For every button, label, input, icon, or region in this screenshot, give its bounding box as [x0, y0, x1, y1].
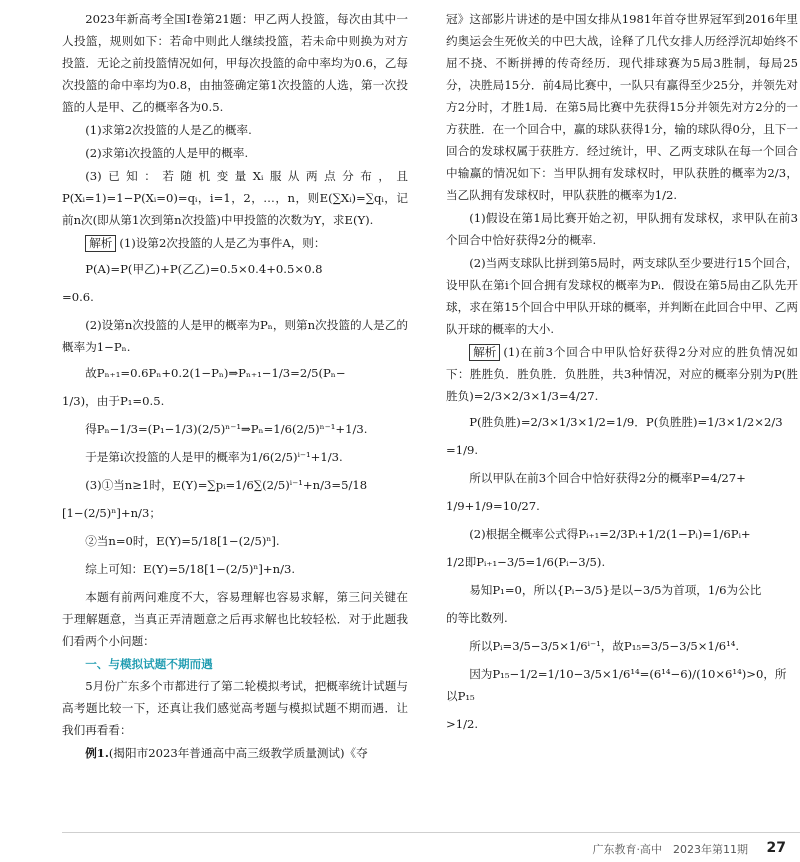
equation-line: 1/9+1/9=10/27.	[446, 499, 540, 513]
equation-line: =0.6.	[62, 290, 94, 304]
equation-line: 得Pₙ−1/3=(P₁−1/3)(2/5)ⁿ⁻¹⇒Pₙ=1/6(2/5)ⁿ⁻¹+1/3.	[85, 422, 368, 436]
paragraph: 本题有前两问难度不大，容易理解也容易求解，第三问关键在于理解题意，当真正弄清题意之后再求解也比较轻松．对于此题我们看两个小问题：	[62, 590, 408, 648]
equation-line: [1−(2/5)ⁿ]+n/3；	[62, 506, 161, 520]
equation-line: 综上可知：E(Y)=5/18[1−(2/5)ⁿ]+n/3.	[85, 562, 296, 576]
solution-text: (1)在前3个回合中甲队恰好获得2分对应的胜负情况如下：胜胜负．胜负胜．负胜胜，共3种情况，对应的概率分别为P(胜胜负)=2/3×2/3×1/3=4/27.	[446, 345, 798, 403]
solution-label: 解析	[85, 235, 116, 252]
page-footer	[0, 832, 800, 862]
paragraph: (2)求第i次投篮的人是甲的概率.	[85, 146, 249, 160]
paragraph: (1)假设在第1局比赛开始之初，甲队拥有发球权，求甲队在前3个回合中恰好获得2分的概率.	[446, 211, 798, 247]
solution-text: (1)设第2次投篮的人是乙为事件A，则：	[119, 236, 326, 250]
example-text: (揭阳市2023年普通高中高三级教学质量测试)《夺	[108, 746, 368, 760]
section-heading: 一、与模拟试题不期而遇	[85, 657, 213, 671]
equation-line: =1/9.	[446, 443, 479, 457]
paragraph: (1)求第2次投篮的人是乙的概率.	[85, 123, 252, 137]
equation-line: (2)根据全概率公式得Pᵢ₊₁=2/3Pᵢ+1/2(1−Pᵢ)=1/6Pᵢ+	[469, 527, 751, 541]
right-column	[446, 8, 798, 741]
equation-line: 所以Pᵢ=3/5−3/5×1/6ⁱ⁻¹，故P₁₅=3/5−3/5×1/6¹⁴.	[469, 639, 740, 653]
equation-line: (3)①当n≥1时，E(Y)=∑pᵢ=1/6∑(2/5)ⁱ⁻¹+n/3=5/18	[85, 478, 368, 492]
example-label: 例1.	[85, 746, 109, 760]
paragraph: (2)设第n次投篮的人是甲的概率为Pₙ，则第n次投篮的人是乙的概率为1−Pₙ.	[62, 318, 408, 354]
paragraph: (2)当两支球队比拼到第5局时，两支球队至少要进行15个回合，设甲队在第i个回合拥有发球权的概率为Pᵢ．假设在第5局由乙队先开球，求在第15个回合中甲队开球的概率，并判断在此回合中甲、乙两队开球的概率的大小.	[446, 256, 798, 336]
equation-line: P(胜负胜)=2/3×1/3×1/2=1/9．P(负胜胜)=1/3×1/2×2/3	[469, 415, 783, 429]
paragraph: 5月份广东多个市都进行了第二轮模拟考试，把概率统计试题与高考题比较一下，还真让我们感觉高考题与模拟试题不期而遇．让我们再看看：	[62, 679, 408, 737]
equation-line: 易知P₁=0，所以{Pᵢ−3/5}是以−3/5为首项，1/6为公比	[469, 583, 762, 597]
paragraph: (3)已知：若随机变量Xᵢ服从两点分布，且P(Xᵢ=1)=1−P(Xᵢ=0)=qᵢ，i=1，2，…，n，则E(∑Xᵢ)=∑qᵢ，记前n次(即从第1次到第n次投篮)中甲投篮的次数为Y，求E(Y).	[62, 169, 408, 227]
equation-line: 的等比数列.	[446, 611, 508, 625]
page-number: 27	[766, 840, 786, 856]
equation-line: 1/3)，由于P₁=0.5.	[62, 394, 165, 408]
footer-rule	[62, 832, 800, 833]
equation-line: 于是第i次投篮的人是甲的概率为1/6(2/5)ⁱ⁻¹+1/3.	[85, 450, 343, 464]
solution-paragraph	[62, 232, 408, 254]
equation-line: P(A)=P(甲乙)+P(乙乙)=0.5×0.4+0.5×0.8	[85, 262, 323, 276]
equation-line: 因为P₁₅−1/2=1/10−3/5×1/6¹⁴=(6¹⁴−6)/(10×6¹⁴)>0，所以P₁₅	[446, 667, 787, 703]
journal-info: 广东教育·高中 2023年第11期	[592, 843, 748, 856]
equation-line: 所以甲队在前3个回合中恰好获得2分的概率P=4/27+	[469, 471, 746, 485]
equation-line: ②当n=0时，E(Y)=5/18[1−(2/5)ⁿ].	[85, 534, 280, 548]
solution-label: 解析	[469, 344, 500, 361]
left-column	[62, 8, 408, 765]
equation-line: 1/2即Pᵢ₊₁−3/5=1/6(Pᵢ−3/5).	[446, 555, 606, 569]
equation-line: 故Pₙ₊₁=0.6Pₙ+0.2(1−Pₙ)⇒Pₙ₊₁−1/3=2/5(Pₙ−	[85, 366, 346, 380]
example-paragraph	[62, 742, 408, 764]
equation-line: >1/2.	[446, 717, 479, 731]
paragraph: 2023年新高考全国Ⅰ卷第21题：甲乙两人投篮，每次由其中一人投篮，规则如下：若命中则此人继续投篮，若未命中则换为对方投篮．无论之前投篮情况如何，甲每次投篮的命中率均为0.6，乙每次投篮的命中率均为0.8，由抽签确定第1次投篮的人选，第一次投篮的人是甲、乙的概率各为0.5.	[62, 12, 408, 114]
solution-paragraph	[446, 341, 798, 407]
paragraph: 冠》这部影片讲述的是中国女排从1981年首夺世界冠军到2016年里约奥运会生死攸关的中巴大战，诠释了几代女排人历经浮沉却始终不屈不挠、不断拼搏的传奇经历．现代排球赛为5局3胜制，每局25分，决胜局15分．前4局比赛中，一队只有赢得至少25分，并领先对方2分时，才胜1局．在第5局比赛中先获得15分并领先对方2分的一方获胜．在一个回合中，赢的球队获得1分，输的球队得0分，且下一回合的发球权属于获胜方．经过统计，甲、乙两支球队在每一个回合中输赢的情况如下：当甲队拥有发球权时，甲队获胜的概率为2/3，当乙队拥有发球权时，甲队获胜的概率为1/2.	[446, 12, 798, 202]
